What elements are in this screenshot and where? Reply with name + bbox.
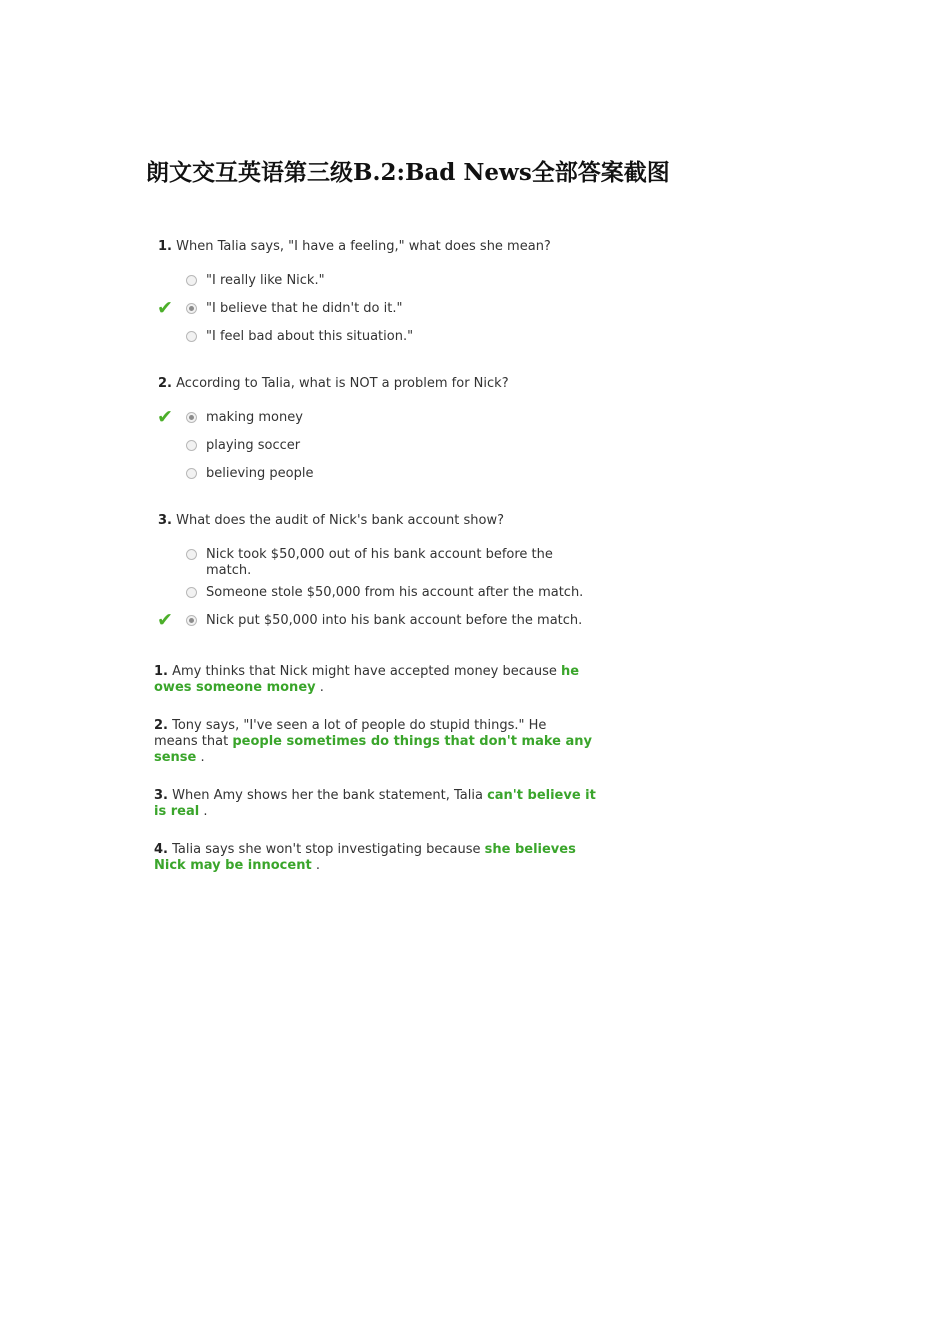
q3-option-2[interactable]	[186, 585, 616, 601]
question-number: 1.	[158, 239, 172, 254]
correct-check-icon: ✔	[157, 297, 173, 319]
fill-end: .	[200, 750, 205, 765]
question-number: 2.	[158, 376, 172, 391]
fill-in-3	[154, 788, 612, 820]
option-label: "I believe that he didn't do it."	[206, 301, 403, 316]
radio-button[interactable]	[186, 468, 197, 479]
radio-button[interactable]	[186, 331, 197, 342]
fill-number: 1.	[154, 664, 168, 679]
option-label: Nick put $50,000 into his bank account before the match.	[206, 613, 583, 628]
correct-check-icon: ✔	[157, 609, 173, 631]
option-label: playing soccer	[206, 438, 301, 453]
question-text: What does the audit of Nick's bank account show?	[176, 513, 504, 528]
q2-option-1[interactable]	[186, 410, 616, 426]
q2-option-2[interactable]	[186, 438, 616, 454]
fill-number: 3.	[154, 788, 168, 803]
question-number: 3.	[158, 513, 172, 528]
fill-in-4	[154, 842, 612, 874]
fill-end: .	[203, 804, 208, 819]
option-label: Someone stole $50,000 from his account after the match.	[206, 585, 584, 600]
fill-prompt: When Amy shows her the bank statement, Talia	[172, 788, 483, 803]
fill-prompt: Tony says, "I've seen a lot of people do stupid things." He means that	[154, 718, 547, 749]
q3-option-1[interactable]	[186, 547, 616, 579]
question-2	[158, 376, 509, 391]
radio-button-selected[interactable]	[186, 303, 197, 314]
option-label: "I really like Nick."	[206, 273, 325, 288]
question-1	[158, 239, 551, 254]
q1-option-1[interactable]	[186, 273, 616, 289]
question-text: According to Talia, what is NOT a problem for Nick?	[176, 376, 509, 391]
fill-prompt: Talia says she won't stop investigating because	[172, 842, 481, 857]
fill-in-2	[154, 718, 594, 766]
question-3	[158, 513, 504, 528]
radio-button[interactable]	[186, 549, 197, 560]
correct-check-icon: ✔	[157, 406, 173, 428]
radio-button[interactable]	[186, 587, 197, 598]
page-title: 朗文交互英语第三级B.2:Bad News全部答案截图	[146, 159, 670, 186]
fill-in-1	[154, 664, 612, 696]
radio-button-selected[interactable]	[186, 412, 197, 423]
radio-button[interactable]	[186, 440, 197, 451]
radio-button[interactable]	[186, 275, 197, 286]
question-text: When Talia says, "I have a feeling," what does she mean?	[176, 239, 551, 254]
option-label: believing people	[206, 466, 314, 481]
q3-option-3[interactable]	[186, 613, 616, 629]
fill-prompt: Amy thinks that Nick might have accepted money because	[172, 664, 557, 679]
fill-number: 4.	[154, 842, 168, 857]
q2-option-3[interactable]	[186, 466, 616, 482]
option-label: Nick took $50,000 out of his bank account before the match.	[206, 547, 553, 578]
option-label: "I feel bad about this situation."	[206, 329, 414, 344]
fill-answer: can't believe it is real	[154, 788, 596, 819]
q1-option-3[interactable]	[186, 329, 616, 345]
radio-button-selected[interactable]	[186, 615, 197, 626]
fill-answer: people sometimes do things that don't make any sense	[154, 734, 592, 765]
option-label: making money	[206, 410, 303, 425]
fill-end: .	[319, 680, 324, 695]
q1-option-2[interactable]	[186, 301, 616, 317]
fill-answer: he owes someone money	[154, 664, 580, 695]
fill-end: .	[315, 858, 320, 873]
fill-answer: she believes Nick may be innocent	[154, 842, 576, 873]
fill-number: 2.	[154, 718, 168, 733]
